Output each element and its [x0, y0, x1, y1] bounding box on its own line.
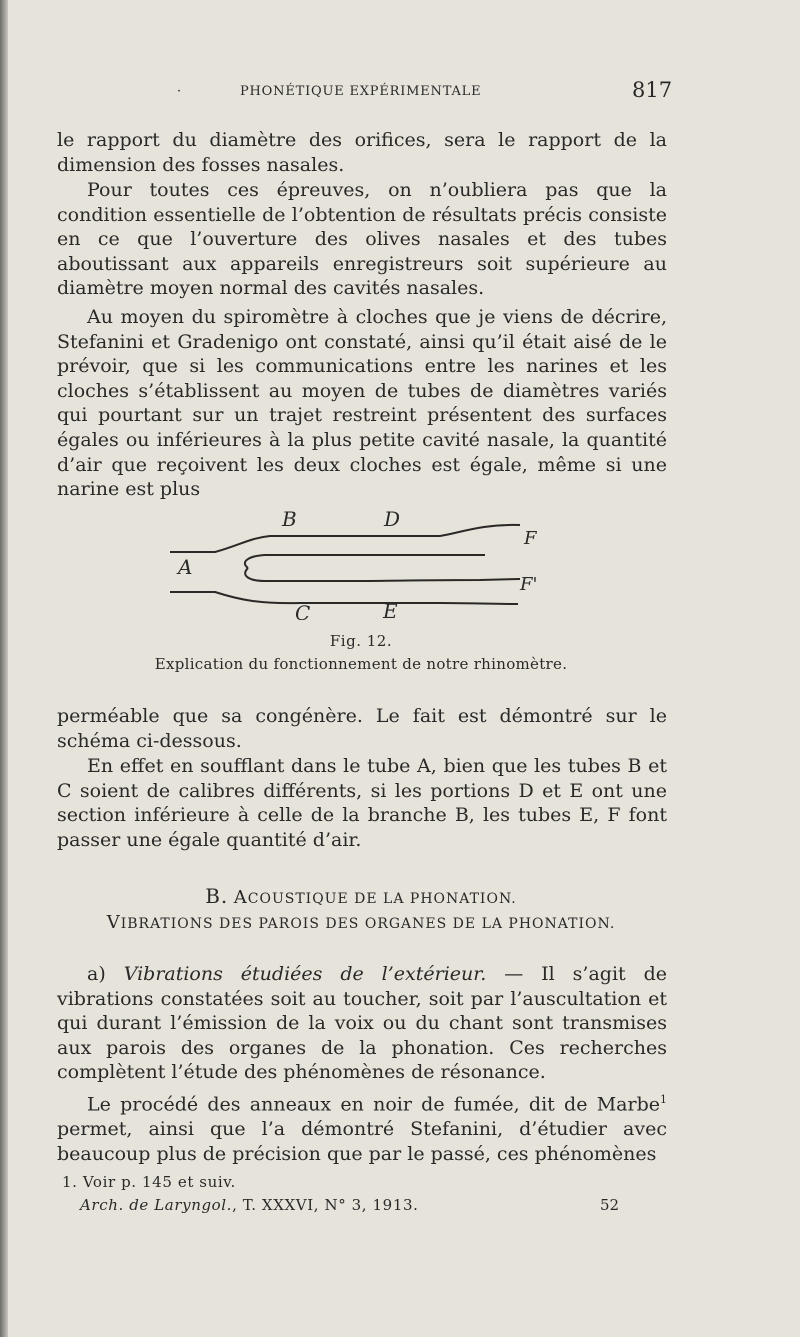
- subsection-title: Vibrations étudiées de l’extérieur.: [123, 963, 487, 985]
- section-letter: B.: [205, 884, 229, 908]
- running-head: [177, 84, 482, 99]
- tube-b-upper-line: [170, 525, 520, 552]
- footnote-source: [80, 1196, 418, 1214]
- section-subheading-initial: V: [106, 912, 121, 933]
- subsection-body: — Il s’agit de vibrations constatées soit au toucher, soit par l’auscultation et qui durant l’émission de la voix ou du chant sont transmises aux parois des organes de la phonation. Ces recherches complètent l’étude des phénomènes de résonance.: [57, 963, 667, 1084]
- paragraph-continuation: le rapport du diamètre des orifices, sera le rapport de la dimension des fosses nasales.: [57, 129, 667, 176]
- section-subheading: [0, 912, 722, 933]
- marbe-text-a: Le procédé des anneaux en noir de fumée, dit de Marbe: [87, 1093, 660, 1116]
- section-subheading-text: IBRATIONS DES PAROIS DES ORGANES DE LA PHONATION.: [120, 916, 616, 932]
- tube-inner-lower-line: [245, 568, 520, 581]
- paragraph-vibrations: [57, 962, 667, 1085]
- signature-mark: 52: [600, 1196, 620, 1214]
- figure-caption: Explication du fonctionnement de notre rhinomètre.: [154, 655, 568, 673]
- journal-title: Arch. de Laryngol.: [80, 1196, 233, 1214]
- label-c: C: [295, 601, 311, 620]
- page-number: 817: [632, 78, 673, 102]
- label-d: D: [384, 507, 401, 531]
- figure-number: Fig. 12.: [329, 632, 393, 650]
- label-f: F: [524, 528, 537, 549]
- paragraph-permeable: perméable que sa congénère. Le fait est démontré sur le schéma ci-dessous.: [57, 705, 667, 752]
- section-heading-initial: A: [233, 887, 248, 908]
- section-heading-text: COUSTIQUE DE LA PHONATION.: [247, 891, 517, 907]
- label-e: E: [383, 599, 398, 620]
- paragraph-en-effet: En effet en soufflant dans le tube A, bien que les tubes B et C soient de calibres différents, si les portions D et E ont une section inférieure à celle de la branche B, les tubes E, F font passer une égale quantité d’air.: [57, 755, 667, 851]
- running-head-dot: ·: [177, 84, 182, 99]
- footnote-ref: 1: [660, 1093, 667, 1106]
- paragraph-marbe: [57, 1088, 667, 1166]
- section-heading: [0, 884, 722, 908]
- paragraph-conditions: Pour toutes ces épreuves, on n’oubliera pas que la condition essentielle de l’obtention de résultats précis consiste en ce que l’ouverture des olives nasales et des tubes aboutissant aux appareils enregistreurs soit supérieure au diamètre moyen normal des cavités nasales.: [57, 179, 667, 300]
- running-head-text: PHONÉTIQUE EXPÉRIMENTALE: [240, 84, 482, 99]
- footnote-1: 1. Voir p. 145 et suiv.: [62, 1173, 236, 1191]
- label-f-prime: F': [520, 574, 538, 595]
- label-a: A: [178, 555, 193, 579]
- tube-inner-upper-line: [245, 555, 485, 568]
- subsection-label: a): [87, 963, 106, 985]
- tube-c-lower-line: [170, 592, 518, 604]
- journal-citation: , T. XXXVI, N° 3, 1913.: [232, 1196, 419, 1214]
- rhinometre-schema: [160, 500, 560, 620]
- label-b: B: [282, 507, 297, 531]
- marbe-text-b: permet, ainsi que l’a démontré Stefanini, d’étudier avec beaucoup plus de précision que par le passé, ces phénomènes: [57, 1117, 667, 1165]
- paragraph-spirometre: Au moyen du spiromètre à cloches que je viens de décrire, Stefanini et Gradenigo ont constaté, ainsi qu’il était aisé de le prévoir, que si les communications entre les narines et les cloches s’établissent au moyen de tubes de diamètres variés qui pourtant sur un trajet restreint présentent des surfaces égales ou inférieures à la plus petite cavité nasale, la quantité d’air que reçoivent les deux cloches est égale, même si une narine est plus: [57, 306, 667, 501]
